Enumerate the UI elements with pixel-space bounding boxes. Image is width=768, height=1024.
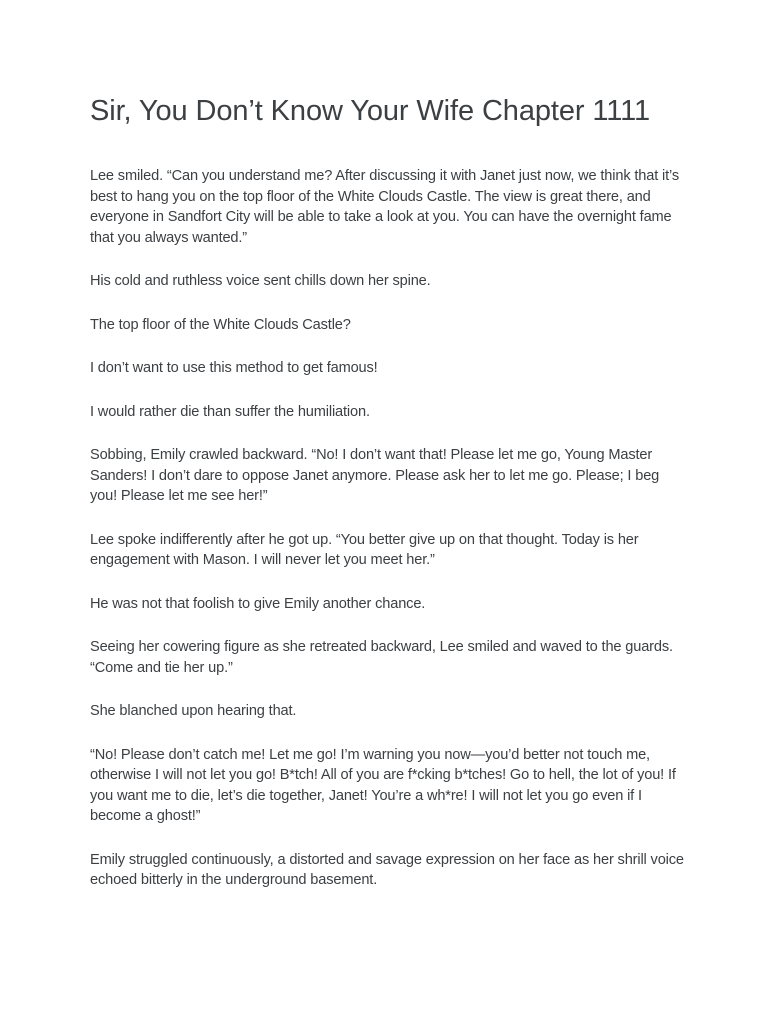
paragraph: I would rather die than suffer the humiliation. xyxy=(90,403,370,420)
chapter-title: Sir, You Don’t Know Your Wife Chapter 1111 xyxy=(90,95,651,127)
paragraph: Lee spoke indifferently after he got up. “You better give up on that thought. Today is her engagement with Mason. I will never let you meet her.” xyxy=(90,531,639,568)
paragraph: I don’t want to use this method to get famous! xyxy=(90,360,378,376)
paragraph: The top floor of the White Clouds Castle? xyxy=(90,316,351,333)
paragraph: Emily struggled continuously, a distorted and savage expression on her face as her shrill voice echoed bitterly in the underground basement. xyxy=(90,851,684,888)
paragraph: Sobbing, Emily crawled backward. “No! I don’t want that! Please let me go, Young Master Sanders! I don’t dare to oppose Janet anymore. Please ask her to let me go. Please; I beg you! Please let me see her!” xyxy=(90,447,660,504)
paragraph: His cold and ruthless voice sent chills down her spine. xyxy=(90,273,431,289)
paragraph: He was not that foolish to give Emily another chance. xyxy=(90,595,426,612)
paragraph: “No! Please don’t catch me! Let me go! I’m warning you now—you’d better not touch me, otherwise I will not let you go! B*tch! All of you are f*cking b*tches! Go to hell, the lot of you! If you want me to die, let’s die together, Janet! You’re a wh*re! I will not let you go even if I become a ghost!” xyxy=(90,746,676,824)
document-page xyxy=(90,0,686,914)
paragraph: She blanched upon hearing that. xyxy=(90,703,297,719)
paragraph: Seeing her cowering figure as she retreated backward, Lee smiled and waved to the guards. “Come and tie her up.” xyxy=(90,639,673,676)
paragraph: Lee smiled. “Can you understand me? After discussing it with Janet just now, we think that it’s best to hang you on the top floor of the White Clouds Castle. The view is great there, and everyone in Sandfort City will be able to take a look at you. You can have the overnight fame that you always wanted.” xyxy=(90,168,680,246)
chapter-body xyxy=(90,166,686,891)
